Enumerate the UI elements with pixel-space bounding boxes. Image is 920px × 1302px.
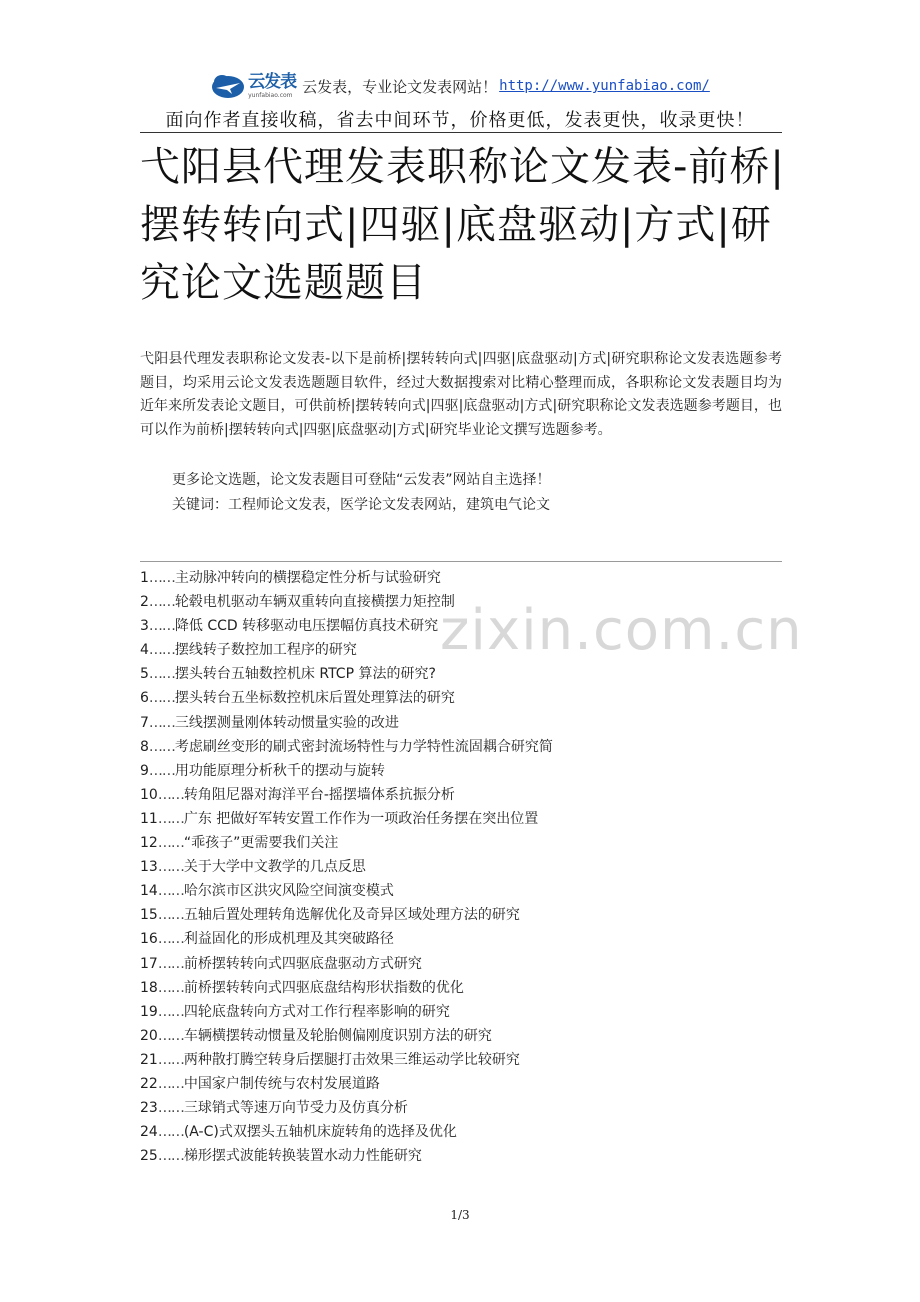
list-item[interactable]: [140, 952, 782, 976]
topic-title: 用功能原理分析秋千的摆动与旋转: [174, 762, 385, 779]
topic-leader-dots: ……: [157, 907, 184, 924]
logo-domain: yunfabiao.com: [248, 91, 293, 99]
more-topics-note: 更多论文选题，论文发表题目可登陆“云发表”网站自主选择！: [172, 472, 551, 488]
list-item[interactable]: [140, 566, 782, 590]
topic-number: 5: [140, 666, 149, 683]
topic-number: 19: [140, 1003, 158, 1020]
topic-number: 1: [140, 570, 149, 586]
topic-title: 四轮底盘转向方式对工作行程率影响的研究: [183, 1003, 450, 1020]
watermark: zixin.com.cn: [440, 598, 803, 663]
list-item[interactable]: [140, 807, 782, 831]
intro-paragraph: 弋阳县代理发表职称论文发表-以下是前桥|摆转转向式|四驱|底盘驱动|方式|研究职称论文发表选题参考题目，均采用云论文发表选题题目软件，经过大数据搜索对比精心整理而成，各职称论文发表题目均为近年来所发表论文题目，可供前桥|摆转转向式|四驱|底盘驱动|方式|研究职称论文发表选题参考题目，也可以作为前桥|摆转转向式|四驱|底盘驱动|方式|研究毕业论文撰写选题参考。: [140, 351, 782, 438]
topic-leader-dots: ……: [157, 859, 184, 876]
topic-leader-dots: ……: [157, 883, 184, 900]
topic-title: “乖孩子”更需要我们关注: [183, 835, 339, 852]
page-title: 弋阳县代理发表职称论文发表-前桥|摆转转向式|四驱|底盘驱动|方式|研究论文选题题目: [140, 144, 785, 306]
list-item[interactable]: [140, 831, 782, 855]
list-item[interactable]: [140, 614, 782, 638]
topic-leader-dots: ……: [157, 1124, 184, 1141]
topic-list: [140, 566, 782, 1168]
topic-number: 13: [140, 859, 158, 876]
topic-leader-dots: ……: [157, 931, 184, 948]
list-item[interactable]: [140, 976, 782, 1000]
topic-leader-dots: ……: [148, 570, 175, 586]
topic-number: 24: [140, 1124, 158, 1141]
topic-leader-dots: ……: [148, 642, 175, 659]
logo-text: [248, 71, 297, 99]
list-divider: [140, 561, 782, 562]
topic-number: 12: [140, 835, 158, 852]
topic-number: 4: [140, 642, 149, 659]
list-item[interactable]: [140, 1048, 782, 1072]
logo-name: 云发表: [248, 71, 297, 92]
header-slogan: 面向作者直接收稿，省去中间环节，价格更低，发表更快，收录更快！: [165, 110, 755, 131]
topic-leader-dots: ……: [157, 1051, 184, 1068]
cloud-plane-icon: [210, 71, 246, 101]
topic-leader-dots: ……: [148, 666, 175, 683]
topic-leader-dots: ……: [157, 786, 184, 803]
topic-title: 转角阻尼器对海洋平台-摇摆墙体系抗振分析: [183, 786, 455, 803]
topic-leader-dots: ……: [157, 1148, 184, 1165]
topic-title: 五轴后置处理转角选解优化及奇异区域处理方法的研究: [183, 907, 520, 924]
list-item[interactable]: [140, 638, 782, 662]
topic-leader-dots: ……: [157, 955, 184, 972]
topic-leader-dots: ……: [157, 979, 184, 996]
topic-leader-dots: ……: [157, 1003, 184, 1020]
topic-title: 关于大学中文教学的几点反思: [183, 859, 366, 876]
topic-number: 9: [140, 762, 149, 779]
list-item[interactable]: [140, 711, 782, 735]
topic-leader-dots: ……: [148, 618, 175, 635]
topic-number: 22: [140, 1075, 158, 1092]
keywords-line: 关键词：工程师论文发表，医学论文发表网站，建筑电气论文: [172, 497, 550, 513]
topic-leader-dots: ……: [157, 1100, 184, 1117]
list-item[interactable]: [140, 686, 782, 710]
topic-title: 三球销式等速万向节受力及仿真分析: [183, 1100, 408, 1117]
topic-leader-dots: ……: [157, 1075, 184, 1092]
topic-leader-dots: ……: [148, 594, 175, 611]
topic-number: 7: [140, 714, 149, 731]
topic-title: (A-C)式双摆头五轴机床旋转角的选择及优化: [183, 1124, 457, 1141]
site-header: [0, 70, 920, 102]
topic-title: 三线摆测量刚体转动惯量实验的改进: [174, 714, 399, 731]
header-tagline: 云发表，专业论文发表网站！: [302, 77, 498, 96]
header-divider: [140, 132, 782, 133]
topic-leader-dots: ……: [148, 690, 175, 707]
site-logo[interactable]: [210, 71, 296, 101]
list-item[interactable]: [140, 1144, 782, 1168]
topic-title: 前桥摆转转向式四驱底盘驱动方式研究: [183, 955, 422, 972]
list-item[interactable]: [140, 662, 782, 686]
topic-number: 25: [140, 1148, 158, 1165]
topic-title: 两种散打腾空转身后摆腿打击效果三维运动学比较研究: [183, 1051, 520, 1068]
list-item[interactable]: [140, 735, 782, 759]
topic-title: 主动脉冲转向的横摆稳定性分析与试验研究: [174, 570, 441, 586]
list-item[interactable]: [140, 1096, 782, 1120]
topic-number: 17: [140, 955, 158, 972]
topic-number: 18: [140, 979, 158, 996]
topic-number: 14: [140, 883, 158, 900]
topic-title: 中国家户制传统与农村发展道路: [183, 1075, 380, 1092]
list-item[interactable]: [140, 1120, 782, 1144]
topic-number: 21: [140, 1051, 158, 1068]
topic-number: 23: [140, 1100, 158, 1117]
topic-leader-dots: ……: [148, 714, 175, 731]
topic-title: 考虑刷丝变形的刷式密封流场特性与力学特性流固耦合研究简: [174, 738, 553, 755]
topic-title: 车辆横摆转动惯量及轮胎侧偏刚度识别方法的研究: [183, 1027, 492, 1044]
page-number: 1/3: [450, 1208, 470, 1222]
topic-title: 摆线转子数控加工程序的研究: [174, 642, 357, 659]
topic-title: 降低 CCD 转移驱动电压摆幅仿真技术研究: [174, 618, 439, 635]
topic-number: 10: [140, 786, 158, 803]
list-item[interactable]: [140, 590, 782, 614]
topic-number: 6: [140, 690, 149, 707]
topic-leader-dots: ……: [157, 810, 184, 827]
topic-number: 20: [140, 1027, 158, 1044]
list-item[interactable]: [140, 759, 782, 783]
topic-title: 广东 把做好军转安置工作作为一项政治任务摆在突出位置: [183, 810, 539, 827]
list-item[interactable]: [140, 1024, 782, 1048]
topic-title: 轮毂电机驱动车辆双重转向直接横摆力矩控制: [174, 594, 455, 611]
topic-number: 2: [140, 594, 149, 611]
topic-title: 前桥摆转转向式四驱底盘结构形状指数的优化: [183, 979, 464, 996]
list-item[interactable]: [140, 1072, 782, 1096]
topic-title: 摆头转台五坐标数控机床后置处理算法的研究: [174, 690, 455, 707]
topic-number: 15: [140, 907, 158, 924]
list-item[interactable]: [140, 879, 782, 903]
topic-title: 梯形摆式波能转换装置水动力性能研究: [183, 1148, 422, 1165]
list-item[interactable]: [140, 927, 782, 951]
list-item[interactable]: [140, 1000, 782, 1024]
topic-number: 3: [140, 618, 149, 635]
topic-number: 8: [140, 738, 149, 755]
topic-leader-dots: ……: [148, 762, 175, 779]
site-link[interactable]: http://www.yunfabiao.com/: [499, 78, 710, 94]
topic-title: 利益固化的形成机理及其突破路径: [183, 931, 394, 948]
topic-leader-dots: ……: [148, 738, 175, 755]
topic-leader-dots: ……: [157, 835, 184, 852]
topic-number: 16: [140, 931, 158, 948]
list-item[interactable]: [140, 855, 782, 879]
topic-leader-dots: ……: [157, 1027, 184, 1044]
list-item[interactable]: [140, 783, 782, 807]
topic-number: 11: [140, 810, 158, 827]
list-item[interactable]: [140, 903, 782, 927]
topic-title: 哈尔滨市区洪灾风险空间演变模式: [183, 883, 394, 900]
topic-title: 摆头转台五轴数控机床 RTCP 算法的研究?: [174, 666, 436, 683]
